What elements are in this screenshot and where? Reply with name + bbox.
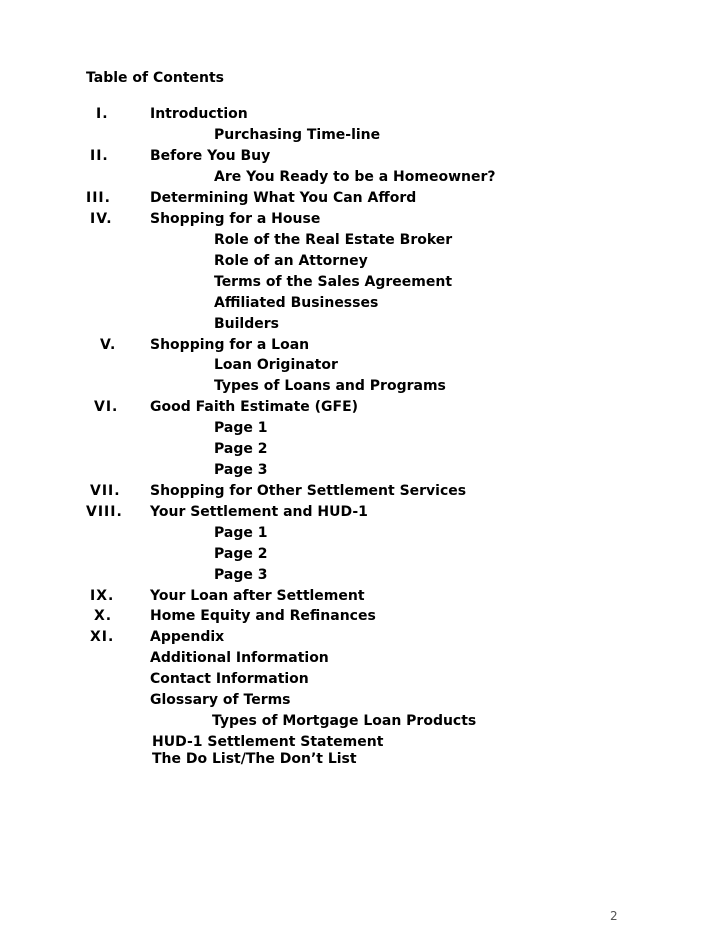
toc-subentry-additional-info bbox=[0, 648, 728, 669]
toc-subentry-hud1-page-2 bbox=[0, 544, 728, 565]
toc-subentry-title: Page 1 bbox=[214, 525, 268, 541]
toc-subentry-title: HUD-1 Settlement Statement bbox=[152, 734, 384, 750]
toc-subentry-title: Contact Information bbox=[150, 671, 309, 687]
toc-entry-number: II. bbox=[90, 148, 109, 164]
toc-subentry-title: Are You Ready to be a Homeowner? bbox=[214, 169, 496, 185]
toc-entry-number: VII. bbox=[90, 483, 121, 499]
toc-subentry-gfe-page-2 bbox=[0, 439, 728, 460]
toc-entry-title: Your Loan after Settlement bbox=[150, 588, 365, 604]
toc-subentry-affiliated bbox=[0, 293, 728, 314]
page-number: 2 bbox=[610, 909, 618, 923]
toc-subentry-title: Loan Originator bbox=[214, 357, 338, 373]
toc-entry-title: Your Settlement and HUD-1 bbox=[150, 504, 368, 520]
toc-subentry-attorney bbox=[0, 251, 728, 272]
toc-entry-home-equity bbox=[0, 606, 728, 627]
toc-subentry-gfe-page-1 bbox=[0, 418, 728, 439]
toc-subentry-do-list bbox=[0, 749, 728, 770]
toc-subentry-glossary bbox=[0, 690, 728, 711]
toc-entry-other-services bbox=[0, 481, 728, 502]
toc-entry-shopping-loan bbox=[0, 335, 728, 356]
toc-entry-title: Shopping for a Loan bbox=[150, 337, 310, 353]
toc-entry-title: Determining What You Can Afford bbox=[150, 190, 417, 206]
toc-entry-title: Before You Buy bbox=[150, 148, 271, 164]
toc-entry-number: IV. bbox=[90, 211, 113, 227]
toc-subentry-sales-agreement bbox=[0, 272, 728, 293]
toc-subentry-loan-originator bbox=[0, 355, 728, 376]
toc-subentry-purchasing-timeline bbox=[0, 125, 728, 146]
toc-subentry-contact-info bbox=[0, 669, 728, 690]
toc-subentry-hud1-page-3 bbox=[0, 565, 728, 586]
toc-entry-number: VI. bbox=[94, 399, 119, 415]
toc-entry-introduction bbox=[0, 104, 728, 125]
toc-subentry-title: Page 2 bbox=[214, 546, 268, 562]
toc-subentry-title: Page 3 bbox=[214, 462, 268, 478]
toc-entry-number: V. bbox=[100, 337, 117, 353]
toc-entry-number: X. bbox=[94, 608, 113, 624]
toc-subentry-ready-homeowner bbox=[0, 167, 728, 188]
toc-subentry-title: Role of an Attorney bbox=[214, 253, 368, 269]
toc-subentry-title: Builders bbox=[214, 316, 279, 332]
toc-entry-number: XI. bbox=[90, 629, 115, 645]
toc-entry-number: IX. bbox=[90, 588, 115, 604]
toc-entry-before-you-buy bbox=[0, 146, 728, 167]
toc-subentry-hud1-page-1 bbox=[0, 523, 728, 544]
toc-subentry-title: Page 3 bbox=[214, 567, 268, 583]
toc-subentry-title: Page 1 bbox=[214, 420, 268, 436]
toc-subentry-title: Additional Information bbox=[150, 650, 329, 666]
toc-subentry-loan-types bbox=[0, 376, 728, 397]
toc-subentry-title: Types of Loans and Programs bbox=[214, 378, 446, 394]
toc-subentry-title: Affiliated Businesses bbox=[214, 295, 379, 311]
toc-entry-number: I. bbox=[96, 106, 109, 122]
toc-heading: Table of Contents bbox=[86, 70, 225, 86]
toc-subentry-title: Glossary of Terms bbox=[150, 692, 291, 708]
toc-entry-settlement-hud1 bbox=[0, 502, 728, 523]
toc-entry-number: III. bbox=[86, 190, 111, 206]
toc-entry-appendix bbox=[0, 627, 728, 648]
toc-subentry-broker bbox=[0, 230, 728, 251]
toc-subentry-gfe-page-3 bbox=[0, 460, 728, 481]
toc-entry-gfe bbox=[0, 397, 728, 418]
toc-entry-number: VIII. bbox=[86, 504, 123, 520]
toc-entry-title: Appendix bbox=[150, 629, 225, 645]
toc-subentry-title: The Do List/The Don’t List bbox=[152, 751, 357, 767]
toc-subentry-title: Types of Mortgage Loan Products bbox=[212, 713, 477, 729]
toc-subentry-title: Purchasing Time-line bbox=[214, 127, 381, 143]
toc-subentry-title: Page 2 bbox=[214, 441, 268, 457]
toc-entry-title: Shopping for a House bbox=[150, 211, 321, 227]
toc-entry-title: Shopping for Other Settlement Services bbox=[150, 483, 467, 499]
toc-subentry-builders bbox=[0, 314, 728, 335]
toc-subentry-title: Role of the Real Estate Broker bbox=[214, 232, 453, 248]
toc-entry-determining-afford bbox=[0, 188, 728, 209]
toc-entry-title: Introduction bbox=[150, 106, 248, 122]
toc-subentry-mortgage-products bbox=[0, 711, 728, 732]
toc-entry-shopping-house bbox=[0, 209, 728, 230]
toc-entry-title: Home Equity and Refinances bbox=[150, 608, 376, 624]
toc-entry-title: Good Faith Estimate (GFE) bbox=[150, 399, 359, 415]
toc-entry-loan-after-settlement bbox=[0, 586, 728, 607]
toc-subentry-title: Terms of the Sales Agreement bbox=[214, 274, 453, 290]
